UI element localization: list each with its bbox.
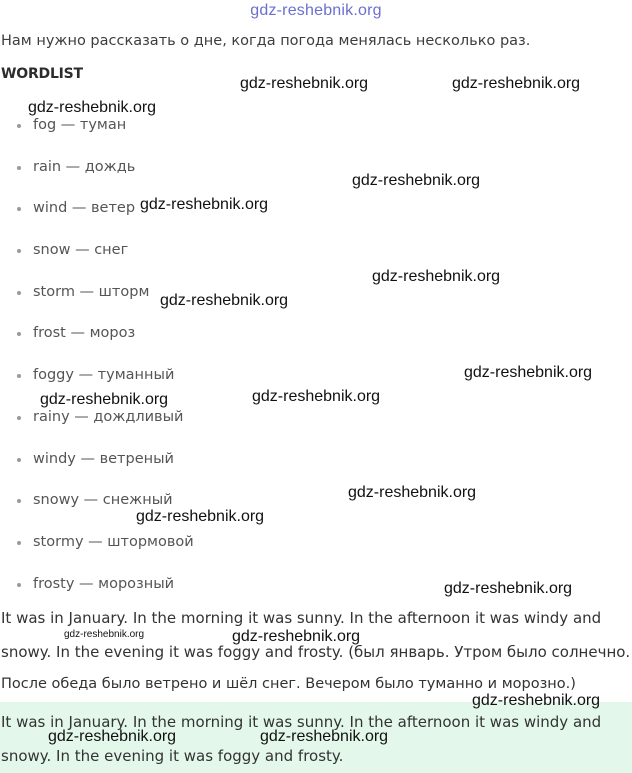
watermark: gdz-reshebnik.org (472, 692, 601, 709)
bullet-icon (17, 124, 21, 128)
watermark: gdz-reshebnik.org (444, 580, 573, 597)
bullet-icon (17, 583, 21, 587)
watermark: gdz-reshebnik.org (260, 728, 389, 745)
word-item-text: frost — мороз (33, 325, 136, 342)
word-item-text: storm — шторм (33, 283, 150, 300)
watermark: gdz-reshebnik.org (140, 196, 269, 213)
list-item (0, 525, 194, 567)
bullet-icon (17, 416, 21, 420)
word-item-text: stormy — штормовой (33, 533, 194, 550)
watermark: gdz-reshebnik.org (40, 391, 169, 408)
watermark: gdz-reshebnik.org (28, 99, 157, 116)
watermark: gdz-reshebnik.org (240, 75, 369, 92)
watermark: gdz-reshebnik.org (348, 484, 477, 501)
list-item (0, 233, 194, 275)
list-item (0, 150, 194, 192)
watermark: gdz-reshebnik.org (372, 268, 501, 285)
bullet-icon (17, 291, 21, 295)
word-list (0, 108, 194, 608)
bullet-icon (17, 249, 21, 253)
bullet-icon (17, 458, 21, 462)
bullet-icon (17, 166, 21, 170)
bullet-icon (17, 541, 21, 545)
watermark: gdz-reshebnik.org (136, 508, 265, 525)
watermark: gdz-reshebnik.org (232, 628, 361, 645)
word-item-text: frosty — морозный (33, 575, 175, 592)
word-item-text: rainy — дождливый (33, 408, 184, 425)
story-paragraph: It was in January. In the morning it was sunny. In the afternoon it was windy and snowy. In the evening it was foggy and frosty. (был январь. Утром было солнечно. (1, 609, 631, 661)
list-item (0, 442, 194, 484)
word-item-text: rain — дождь (33, 158, 136, 175)
intro-text: Нам нужно рассказать о дне, когда погода менялась несколько раз. (1, 33, 531, 49)
story-translation: После обеда было ветрено и шёл снег. Вечером было туманно и морозно.) (1, 676, 576, 692)
bullet-icon (17, 499, 21, 503)
watermark: gdz-reshebnik.org (464, 364, 593, 381)
watermark: gdz-reshebnik.org (48, 728, 177, 745)
wordlist-heading: WORDLIST (1, 66, 83, 82)
bullet-icon (17, 374, 21, 378)
word-item-text: snow — снег (33, 242, 129, 259)
word-item-text: snowy — снежный (33, 492, 173, 509)
word-item-text: wind — ветер (33, 200, 136, 217)
watermark: gdz-reshebnik.org (64, 629, 145, 640)
answer-text: It was in January. In the morning it was sunny. In the afternoon it was windy and snowy. In the evening it was foggy and frosty. (1, 713, 602, 765)
bullet-icon (17, 207, 21, 211)
watermark: gdz-reshebnik.org (352, 172, 481, 189)
watermark: gdz-reshebnik.org (452, 75, 581, 92)
bullet-icon (17, 332, 21, 336)
header-watermark: gdz-reshebnik.org (250, 2, 382, 19)
watermark: gdz-reshebnik.org (252, 388, 381, 405)
word-item-text: foggy — туманный (33, 367, 175, 384)
list-item (0, 316, 194, 358)
word-item-text: fog — туман (33, 117, 127, 133)
watermark: gdz-reshebnik.org (160, 292, 289, 309)
word-item-text: windy — ветреный (33, 450, 174, 467)
